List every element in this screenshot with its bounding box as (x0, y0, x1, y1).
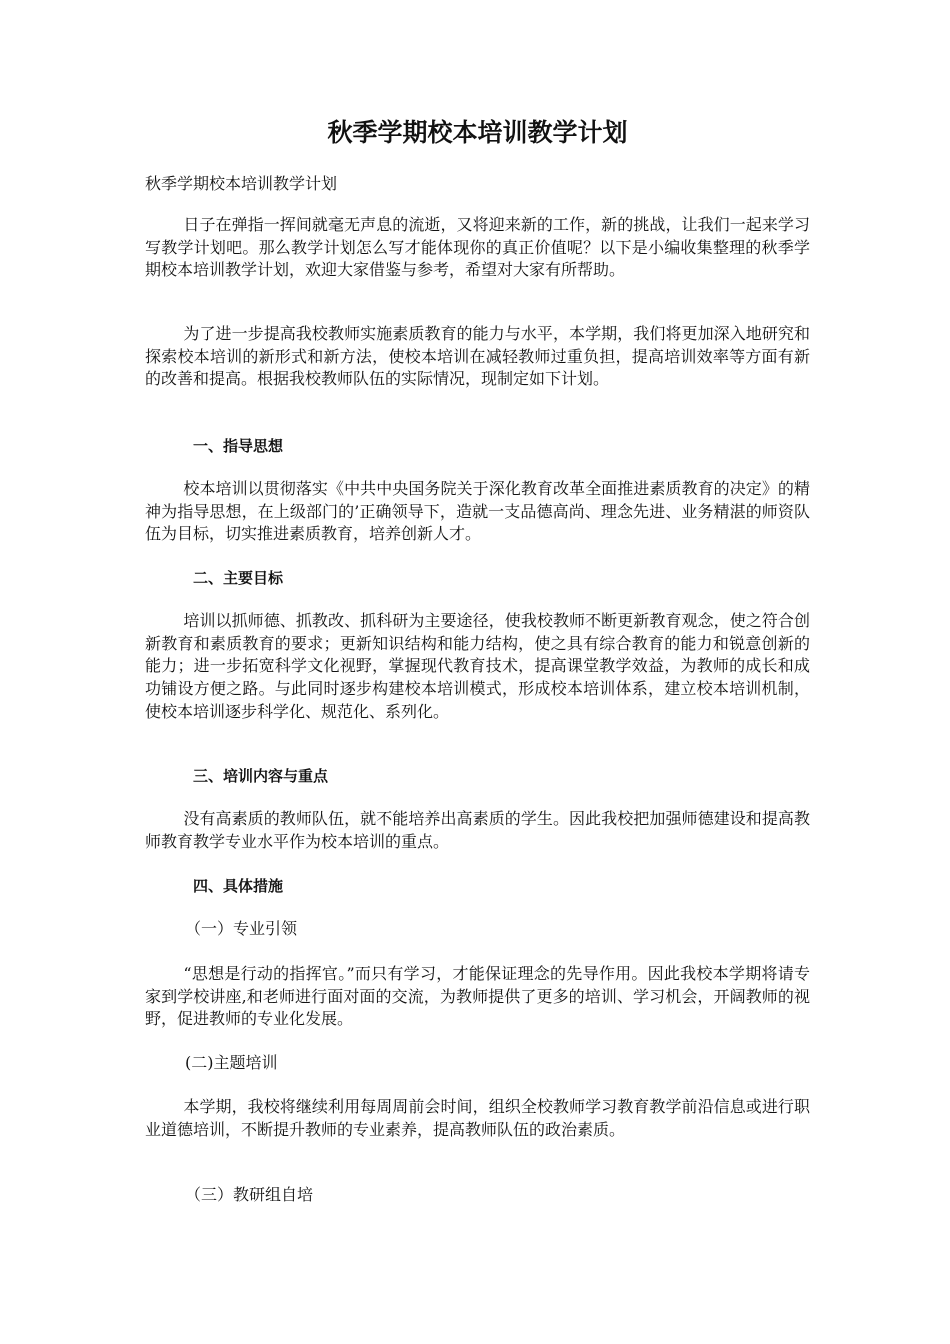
measure-paragraph-professional-guidance: “思想是行动的指挥官。”而只有学习，才能保证理念的先导作用。因此我校本学期将请专家到学校讲座,和老师进行面对面的交流，为教师提供了更多的培训、学习机会，开阔教师的视野，促进教师的专业化发展。 (145, 964, 810, 1029)
section-paragraph-training-content: 没有高素质的教师队伍，就不能培养出高素质的学生。因此我校把加强师德建设和提高教师教育教学专业水平作为校本培训的重点。 (145, 809, 810, 851)
measure-paragraph-theme-training: 本学期，我校将继续利用每周周前会时间，组织全校教师学习教育教学前沿信息或进行职业道德培训，不断提升教师的专业素养，提高教师队伍的政治素质。 (145, 1097, 810, 1139)
section-paragraph-main-goals: 培训以抓师德、抓教改、抓科研为主要途径，使我校教师不断更新教育观念，使之符合创新教育和素质教育的要求；更新知识结构和能力结构，使之具有综合教育的能力和锐意创新的能力；进一步拓宽科学文化视野，掌握现代教育技术，提高课堂教学效益，为教师的成长和成功铺设方便之路。与此同时逐步构建校本培训模式，形成校本培训体系，建立校本培训机制，使校本培训逐步科学化、规范化、系列化。 (145, 611, 810, 721)
document-subtitle: 秋季学期校本培训教学计划 (145, 174, 338, 193)
section-heading-specific-measures: 四、具体措施 (193, 877, 284, 895)
measure-heading-group-self-training: （三）教研组自培 (185, 1185, 314, 1204)
section-heading-training-content: 三、培训内容与重点 (193, 767, 329, 785)
measure-heading-professional-guidance: （一）专业引领 (185, 919, 298, 938)
intro-paragraph: 日子在弹指一挥间就毫无声息的流逝，又将迎来新的工作，新的挑战，让我们一起来学习写教学计划吧。那么教学计划怎么写才能体现你的真正价值呢？以下是小编收集整理的秋季学期校本培训教学计划，欢迎大家借鉴与参考，希望对大家有所帮助。 (145, 215, 810, 280)
section-paragraph-guiding-ideology: 校本培训以贯彻落实《中共中央国务院关于深化教育改革全面推进素质教育的决定》的精神为指导思想，在上级部门的’正确领导下，造就一支品德高尚、理念先进、业务精湛的师资队伍为目标，切实推进素质教育，培养创新人才。 (145, 479, 810, 544)
section-heading-main-goals: 二、主要目标 (193, 569, 284, 587)
section-heading-guiding-ideology: 一、指导思想 (193, 437, 284, 455)
document-title: 秋季学期校本培训教学计划 (327, 118, 628, 147)
purpose-paragraph: 为了进一步提高我校教师实施素质教育的能力与水平，本学期，我们将更加深入地研究和探索校本培训的新形式和新方法，使校本培训在减轻教师过重负担，提高培训效率等方面有新的改善和提高。根据我校教师队伍的实际情况，现制定如下计划。 (145, 324, 810, 389)
measure-heading-theme-training: (二)主题培训 (185, 1053, 278, 1072)
